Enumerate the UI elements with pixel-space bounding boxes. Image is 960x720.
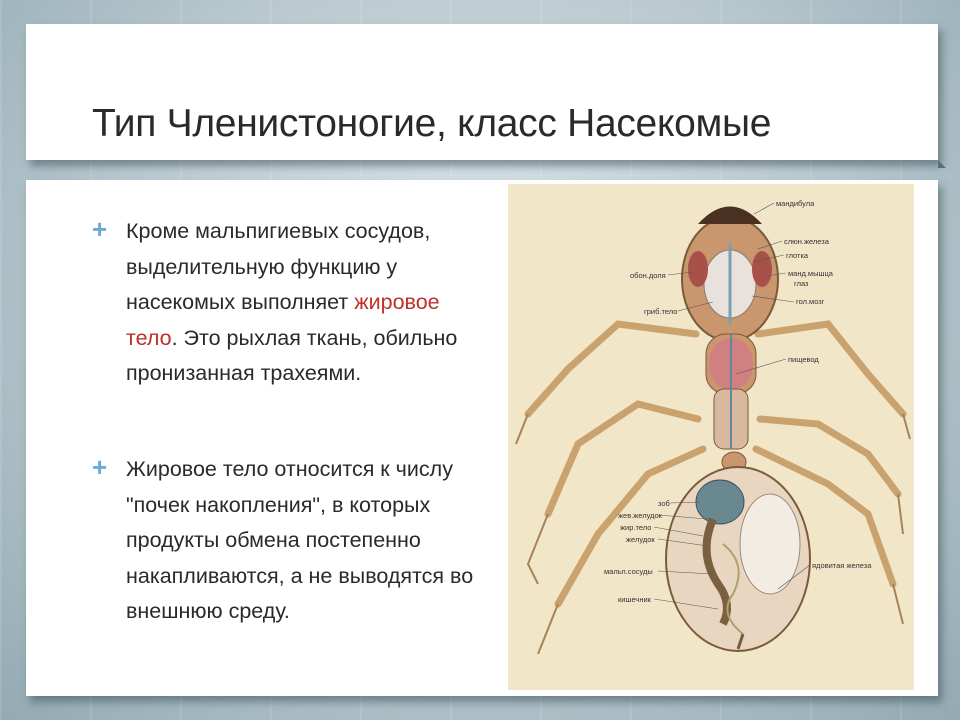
ant-anatomy-svg xyxy=(508,184,914,690)
label-esophagus: пищевод xyxy=(788,355,819,364)
slide-title: Тип Членистоногие, класс Насекомые xyxy=(92,102,772,145)
label-fat-body: жир.тело xyxy=(620,523,652,532)
label-stomach: жев.желудок xyxy=(618,511,662,520)
bullet-text-1 xyxy=(126,214,496,392)
label-olf-lobe: обон.доля xyxy=(630,271,666,280)
label-mushroom: гриб.тело xyxy=(644,307,678,316)
plus-bullet-icon: + xyxy=(92,452,108,482)
highlighted-term: жировое тело xyxy=(126,290,440,350)
label-midgut: желудок xyxy=(626,535,655,544)
label-venom: ядовитая железа xyxy=(812,561,872,570)
label-crop: зоб xyxy=(658,499,670,508)
label-pharynx: глотка xyxy=(786,251,809,260)
plus-bullet-icon: + xyxy=(92,214,108,244)
label-mand-muscle: манд.мышца xyxy=(788,269,833,278)
label-salivary: слюн.железа xyxy=(784,237,829,246)
bullet-item-1 xyxy=(92,214,492,434)
bullet-item-2 xyxy=(92,452,492,672)
bullet-text-2: Жировое тело относится к числу "почек накопления", в которых продукты обмена постепенно накапливаются, а не выводятся во внешнюю среду. xyxy=(126,457,474,623)
bullet-1-text-after: . Это рыхлая ткань, обильно пронизанная трахеями. xyxy=(126,325,458,385)
title-panel xyxy=(26,24,938,160)
label-brain: гол.мозг xyxy=(796,297,825,306)
bullet-1-text-before: Кроме мальпигиевых сосудов, выделительную функцию у насекомых выполняет xyxy=(126,219,431,314)
label-eye: глаз xyxy=(794,279,809,288)
label-malpighian: мальп.сосуды xyxy=(604,567,653,576)
ant-anatomy-illustration xyxy=(508,184,914,690)
label-mandible: мандибула xyxy=(776,199,815,208)
label-intestine: кишечник xyxy=(618,595,651,604)
